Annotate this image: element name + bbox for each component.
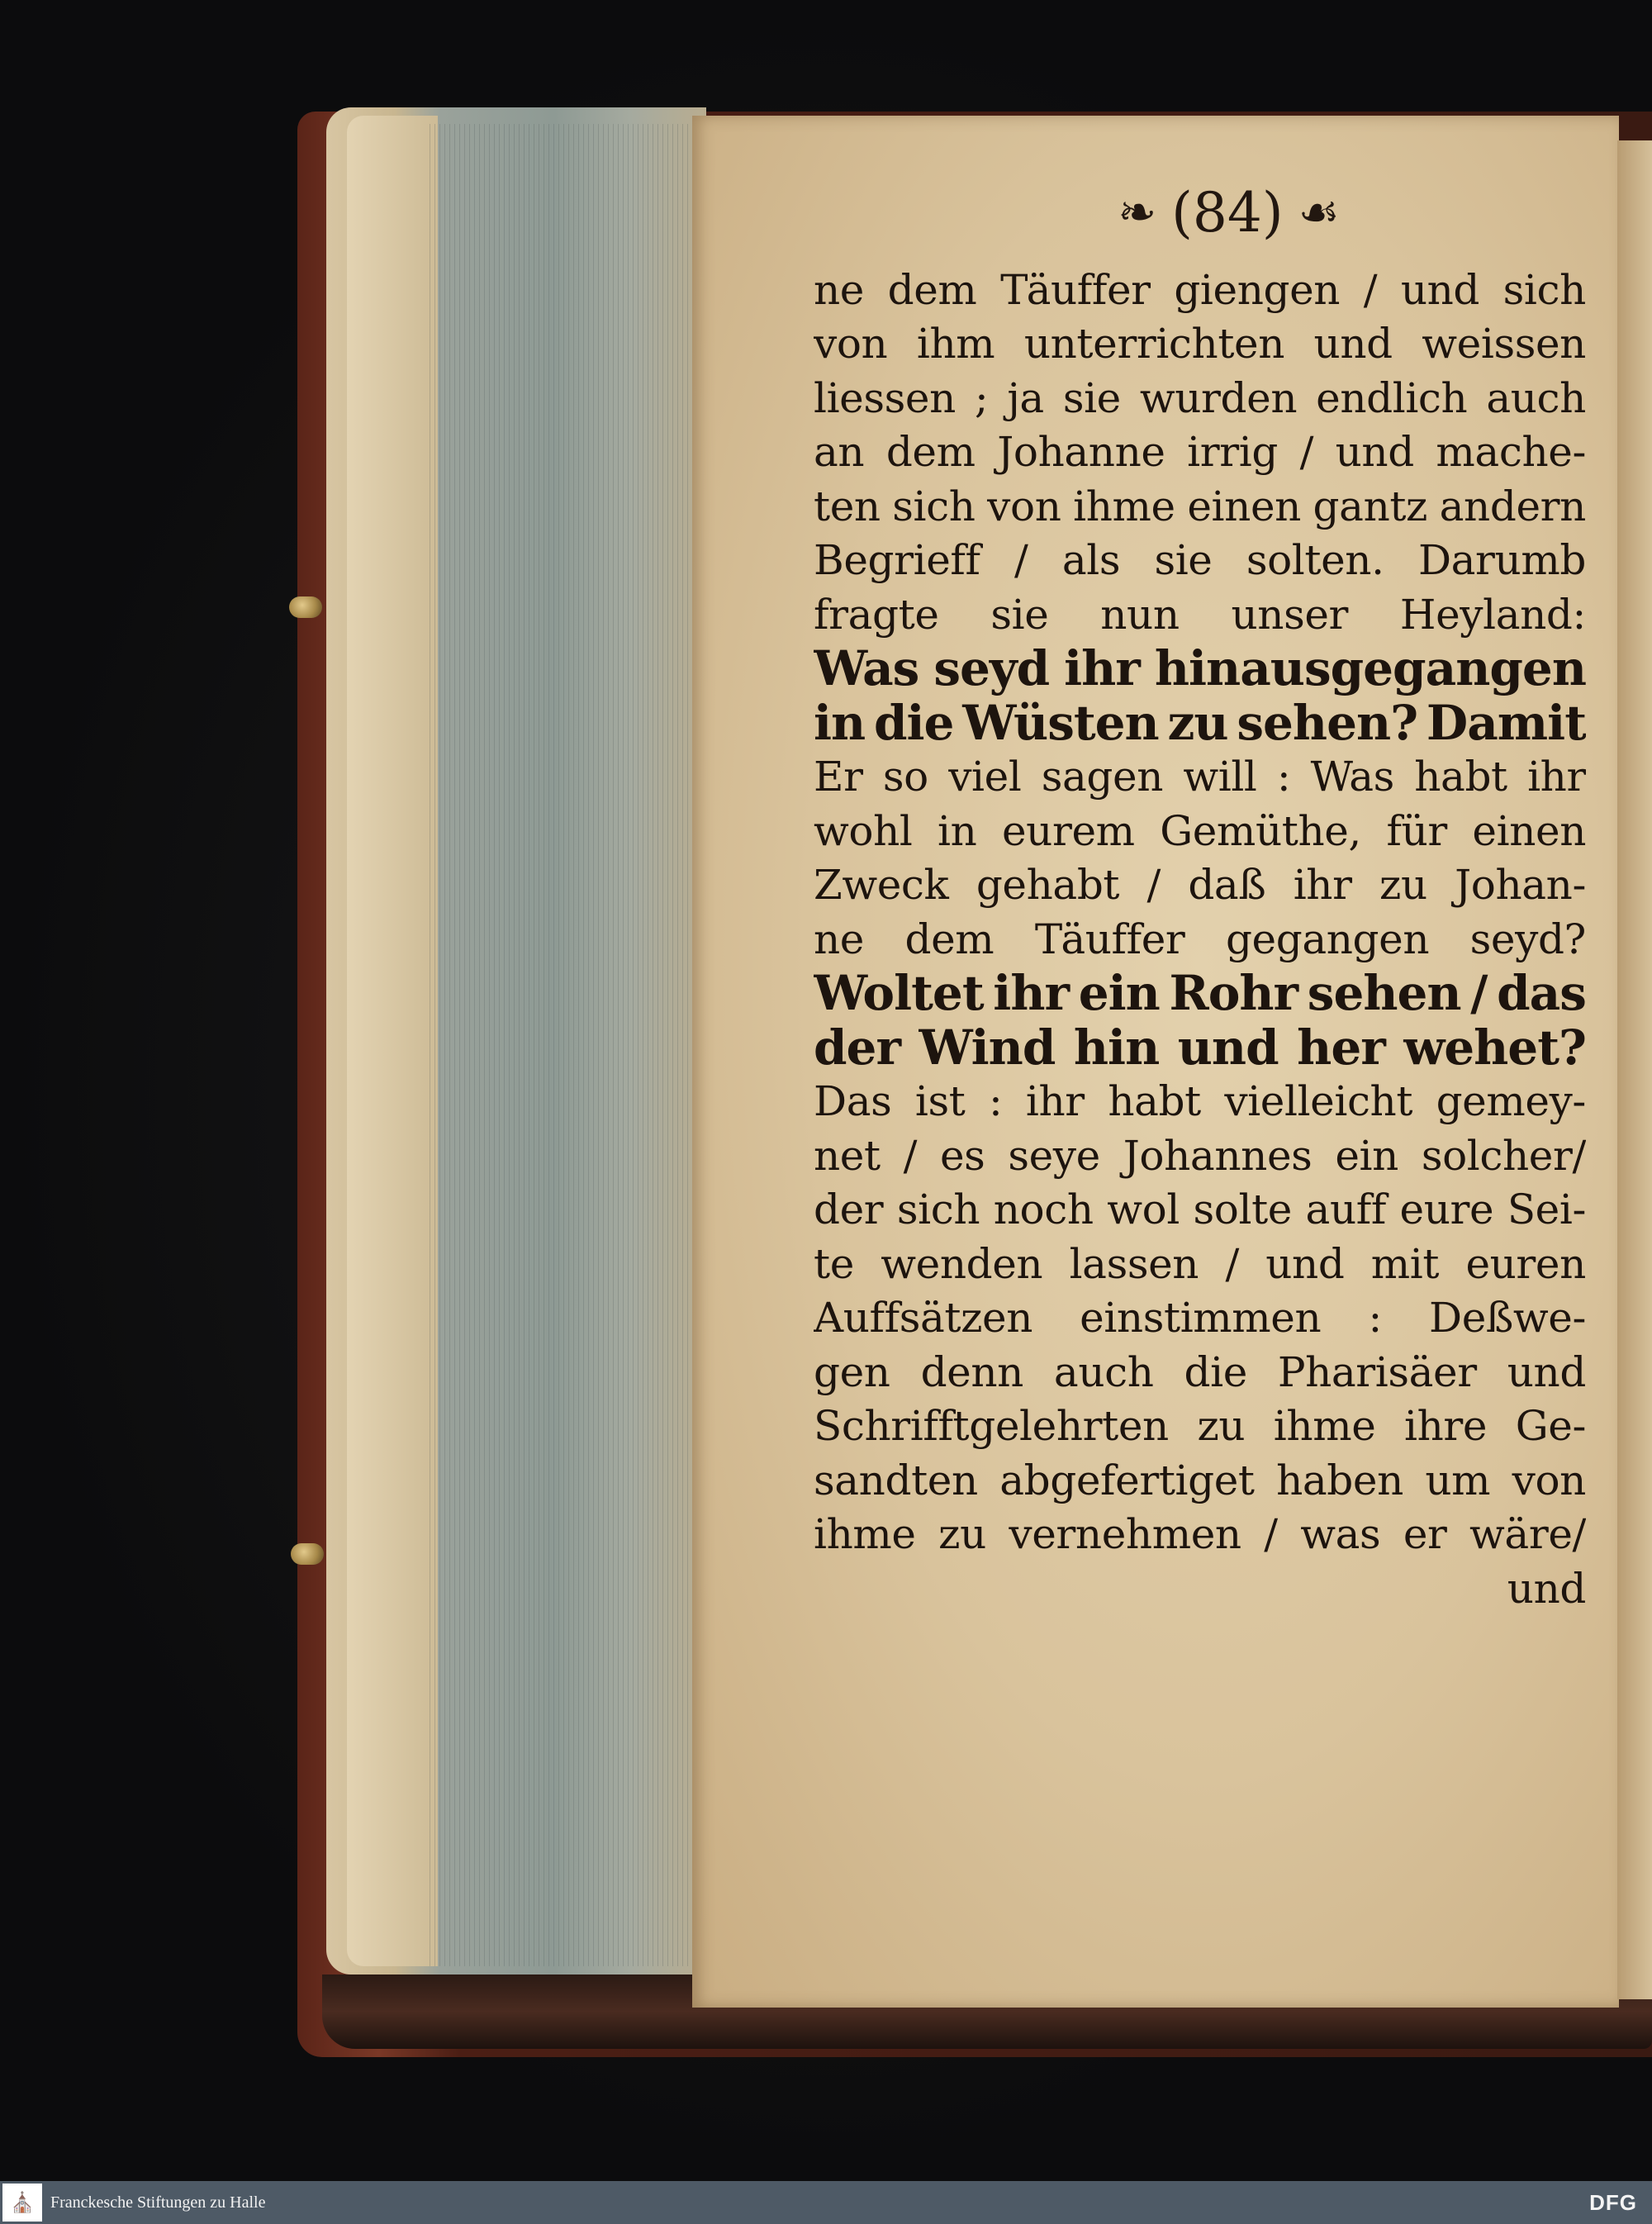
text-line-emphasis: in die Wüsten zu sehen? Damit bbox=[814, 696, 1586, 750]
institution-logo-icon[interactable]: ⛪ bbox=[2, 2184, 42, 2222]
ornament-left-icon: ❧ bbox=[1118, 186, 1157, 240]
catchword: und bbox=[1507, 1564, 1586, 1613]
ornament-right-icon: ☙ bbox=[1298, 186, 1340, 240]
facing-page-edge bbox=[1617, 140, 1652, 1999]
text-line-emphasis: Was seyd ihr hinausgegangen bbox=[814, 641, 1586, 696]
text-line: Schrifftgelehrten zu ihme ihre Ge- bbox=[814, 1402, 1586, 1451]
text-line: von ihm unterrichten und weissen bbox=[814, 320, 1586, 368]
institution-name[interactable]: Franckesche Stiftungen zu Halle bbox=[50, 2193, 266, 2212]
page-text bbox=[814, 263, 1586, 1616]
page-stack-texture bbox=[430, 124, 694, 1966]
viewer-footer bbox=[0, 2181, 1652, 2224]
text-line: Das ist : ihr habt vielleicht gemey- bbox=[814, 1077, 1586, 1126]
text-line: ne dem Täuffer giengen / und sich bbox=[814, 265, 1586, 314]
dfg-logo[interactable]: DFG bbox=[1589, 2189, 1637, 2215]
page-header bbox=[1053, 180, 1404, 246]
text-line-emphasis: Woltet ihr ein Rohr sehen / das bbox=[814, 966, 1586, 1020]
text-line: Auffsätzen einstimmen : Deßwe- bbox=[814, 1294, 1586, 1342]
page-stack-edge bbox=[347, 116, 438, 1966]
page-number: (84) bbox=[1171, 181, 1284, 245]
text-line: der sich noch wol solte auff eure Sei- bbox=[814, 1186, 1586, 1234]
text-line: Er so viel sagen will : Was habt ihr bbox=[814, 753, 1586, 801]
text-line: net / es seye Johannes ein solcher/ bbox=[814, 1131, 1586, 1180]
text-line: liessen ; ja sie wurden endlich auch bbox=[814, 373, 1586, 422]
text-line-emphasis: der Wind hin und her wehet? bbox=[814, 1020, 1586, 1075]
text-line: ten sich von ihme einen gantz andern bbox=[814, 482, 1586, 530]
text-line: fragte sie nun unser Heyland: bbox=[814, 590, 1586, 639]
clasp-pin-icon bbox=[291, 1543, 324, 1565]
text-line: an dem Johanne irrig / und mache- bbox=[814, 428, 1586, 477]
text-line: Zweck gehabt / daß ihr zu Johan- bbox=[814, 861, 1586, 910]
text-line: sandten abgefertiget haben um von bbox=[814, 1456, 1586, 1504]
text-line: wohl in eurem Gemüthe, für einen bbox=[814, 806, 1586, 855]
text-line: te wenden lassen / und mit euren bbox=[814, 1239, 1586, 1288]
text-line: gen denn auch die Pharisäer und bbox=[814, 1347, 1586, 1396]
text-line: ihme zu vernehmen / was er wäre/ bbox=[814, 1510, 1586, 1559]
text-line: ne dem Täuffer gegangen seyd? bbox=[814, 915, 1586, 963]
clasp-pin-icon bbox=[289, 596, 322, 618]
text-line: Begrieff / als sie solten. Darumb bbox=[814, 536, 1586, 585]
